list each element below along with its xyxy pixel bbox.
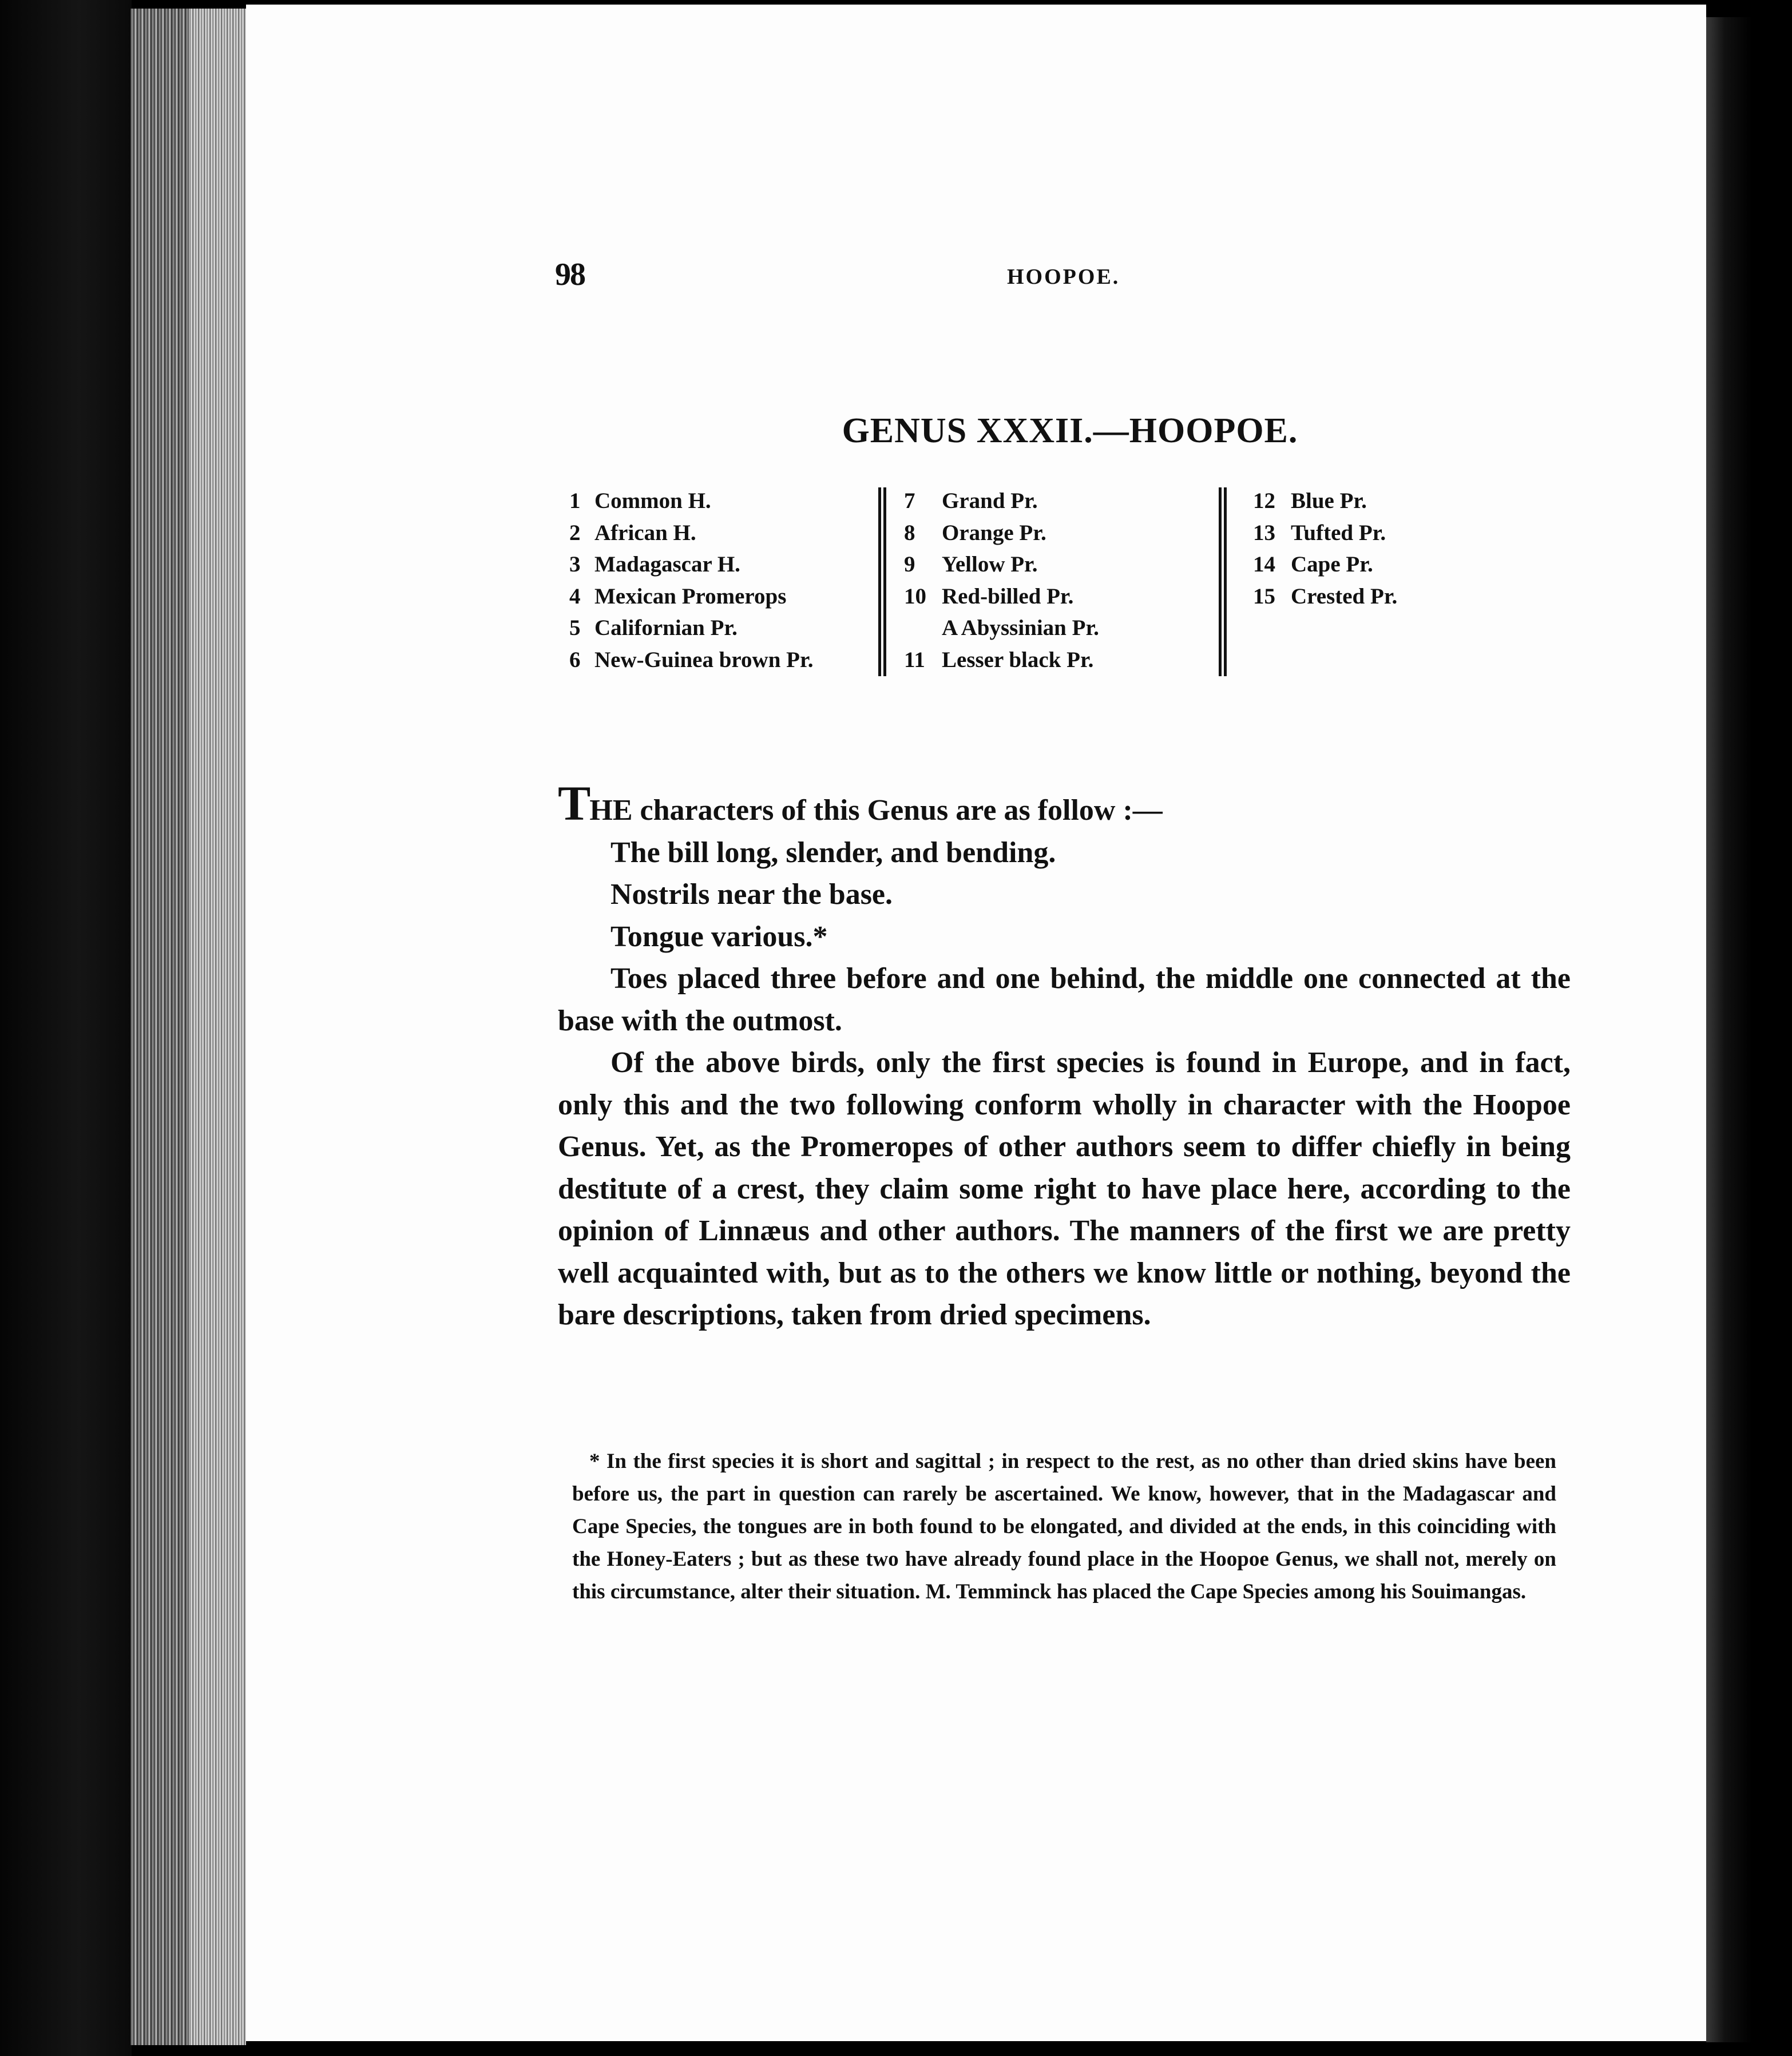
species-item: 1 Common H.	[569, 489, 711, 513]
intro-line: THE characters of this Genus are as follow :—	[558, 776, 1163, 831]
page-edges-inner	[189, 9, 246, 2045]
species-item: 7 Grand Pr.	[904, 489, 1038, 513]
species-item: 2 African H.	[569, 520, 696, 545]
drop-cap: T	[558, 776, 590, 831]
running-head	[555, 256, 1573, 302]
species-column-1	[569, 485, 878, 676]
body-text	[558, 776, 1571, 1336]
species-item: 3 Madagascar H.	[569, 552, 740, 577]
genus-title: GENUS XXXII.—HOOPOE.	[842, 411, 1298, 450]
page-edge-right	[1706, 17, 1752, 2042]
species-item: 12 Blue Pr.	[1253, 489, 1367, 513]
species-item: 4 Mexican Promerops	[569, 584, 787, 609]
body-paragraph: Of the above birds, only the first species is found in Europe, and in fact, only this and the two following conform wholly in character with the Hoopoe Genus. Yet, as the Promeropes of other authors seem to differ chiefly in being destitute of a crest, they claim some right to have place here, according to the opinion of Linnæus and other authors. The manners of the first we are pretty well acquainted with, but as to the others we know little or nothing, beyond the bare descriptions, taken from dried specimens.	[558, 1046, 1571, 1331]
species-item: 14 Cape Pr.	[1253, 552, 1373, 577]
species-item: 5 Californian Pr.	[569, 616, 738, 640]
species-list	[569, 485, 1462, 674]
character-nostrils: Nostrils near the base.	[610, 878, 893, 911]
column-divider	[1219, 487, 1227, 676]
species-item: 10 Red-billed Pr.	[904, 584, 1074, 609]
species-item: 8 Orange Pr.	[904, 520, 1046, 545]
species-item: 11 Lesser black Pr.	[904, 647, 1094, 672]
character-toes: Toes placed three before and one behind, the middle one connected at the base with the outmost.	[558, 962, 1571, 1037]
column-divider	[878, 487, 886, 676]
character-tongue: Tongue various.*	[610, 920, 828, 953]
species-column-3	[1253, 485, 1482, 612]
scan-background-left	[0, 0, 132, 2056]
species-column-2	[904, 485, 1224, 676]
species-subitem: A Abyssinian Pr.	[942, 616, 1099, 640]
running-title: HOOPOE.	[1007, 265, 1120, 289]
species-item: 15 Crested Pr.	[1253, 584, 1398, 609]
footnote: * In the first species it is short and sagittal ; in respect to the rest, as no other than dried skins have been before us, the part in question can rarely be ascertained. We know, however, that in the Madagascar and Cape Species, the tongues are in both found to be elongated, and divided at the ends, in this coinciding with the Honey-Eaters ; but as these two have already found place in the Hoopoe Genus, we shall not, merely on this circumstance, alter their situation. M. Temminck has placed the Cape Species among his Souimangas.	[572, 1450, 1556, 1603]
species-item: 6 New-Guinea brown Pr.	[569, 647, 814, 672]
character-bill: The bill long, slender, and bending.	[610, 836, 1056, 869]
species-item: 13 Tufted Pr.	[1253, 520, 1386, 545]
page-number: 98	[555, 257, 585, 292]
species-item: 9 Yellow Pr.	[904, 552, 1038, 577]
